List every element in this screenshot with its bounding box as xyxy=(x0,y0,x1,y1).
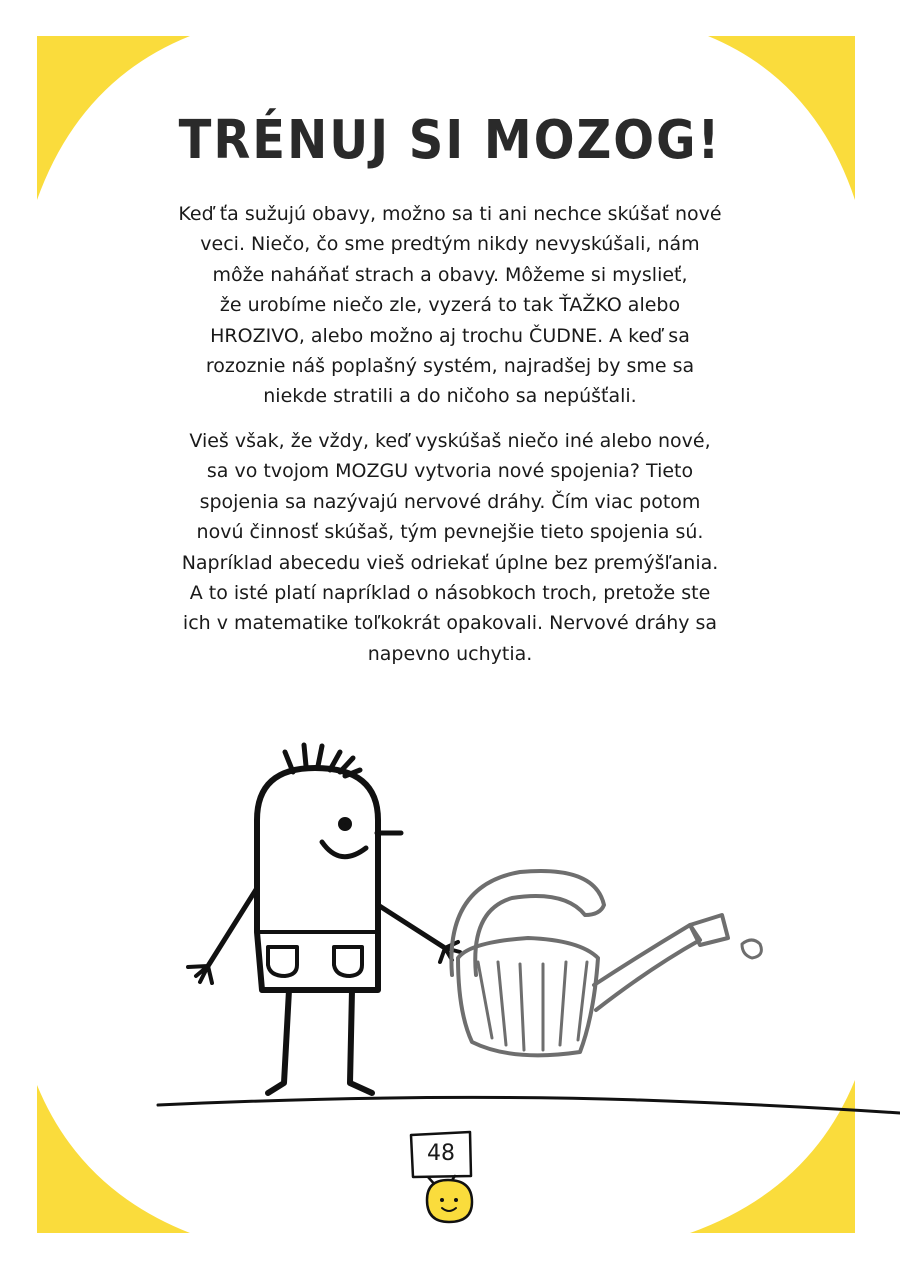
paragraph-1-line: že urobíme niečo zle, vyzerá to tak ŤAŽKO alebo xyxy=(219,294,681,317)
ground-line xyxy=(158,1097,900,1113)
stick-figure xyxy=(188,745,460,1093)
smile xyxy=(322,842,366,857)
left-pocket xyxy=(268,947,297,976)
left-hand xyxy=(188,966,212,983)
paragraph-1-line: niekde stratili a do ničoho sa nepúšťali. xyxy=(263,385,637,408)
mascot-eye-left xyxy=(440,1198,444,1202)
can-spout xyxy=(594,925,700,1010)
paragraph-2-line: novú činnosť skúšaš, tým pevnejšie tieto spojenia sú. xyxy=(196,521,704,544)
paragraph-2-line: Napríklad abecedu vieš odriekať úplne bez premýšľania. xyxy=(181,551,719,574)
paragraph-1-line: môže naháňať strach a obavy. Môžeme si myslieť, xyxy=(212,263,688,286)
paragraph-1-line: HROZIVO, alebo možno aj trochu ČUDNE. A keď sa xyxy=(210,324,690,347)
eye xyxy=(341,820,349,828)
paragraph-2-line: ich v matematike toľkokrát opakovali. Nervové dráhy sa xyxy=(182,612,718,635)
paragraph-1-line: Keď ťa sužujú obavy, možno sa ti ani nechce skúšať nové xyxy=(178,203,722,225)
water-drop xyxy=(742,940,761,958)
paragraph-2-line: Vieš však, že vždy, keď vyskúšaš niečo iné alebo nové, xyxy=(189,430,711,452)
paragraph-2-line: spojenia sa nazývajú nervové dráhy. Čím viac potom xyxy=(199,490,701,513)
paragraph-1-line: rozoznie náš poplašný systém, najradšej by sme sa xyxy=(205,355,695,378)
left-arm xyxy=(208,888,257,966)
page-title: TRÉNUJ SI MOZOG! xyxy=(178,108,722,172)
can-handle xyxy=(451,871,604,975)
paragraph-2-line: napevno uchytia. xyxy=(367,642,533,665)
mascot-face xyxy=(427,1180,472,1222)
page-number: 48 xyxy=(427,1141,455,1166)
right-pocket xyxy=(334,947,362,976)
can-ribs xyxy=(478,962,587,1050)
body-outline xyxy=(257,768,378,990)
left-leg xyxy=(268,990,289,1093)
paragraph-2-line: A to isté platí napríklad o násobkoch troch, pretože ste xyxy=(189,582,711,605)
watering-can xyxy=(451,871,761,1055)
mascot-eye-right xyxy=(454,1198,458,1202)
right-leg xyxy=(350,990,372,1093)
right-arm xyxy=(378,905,445,948)
paragraph-2-line: sa vo tvojom MOZGU vytvoria nové spojenia? Tieto xyxy=(206,460,694,483)
paragraph-1-line: veci. Niečo, čo sme predtým nikdy nevyskúšali, nám xyxy=(200,233,700,256)
